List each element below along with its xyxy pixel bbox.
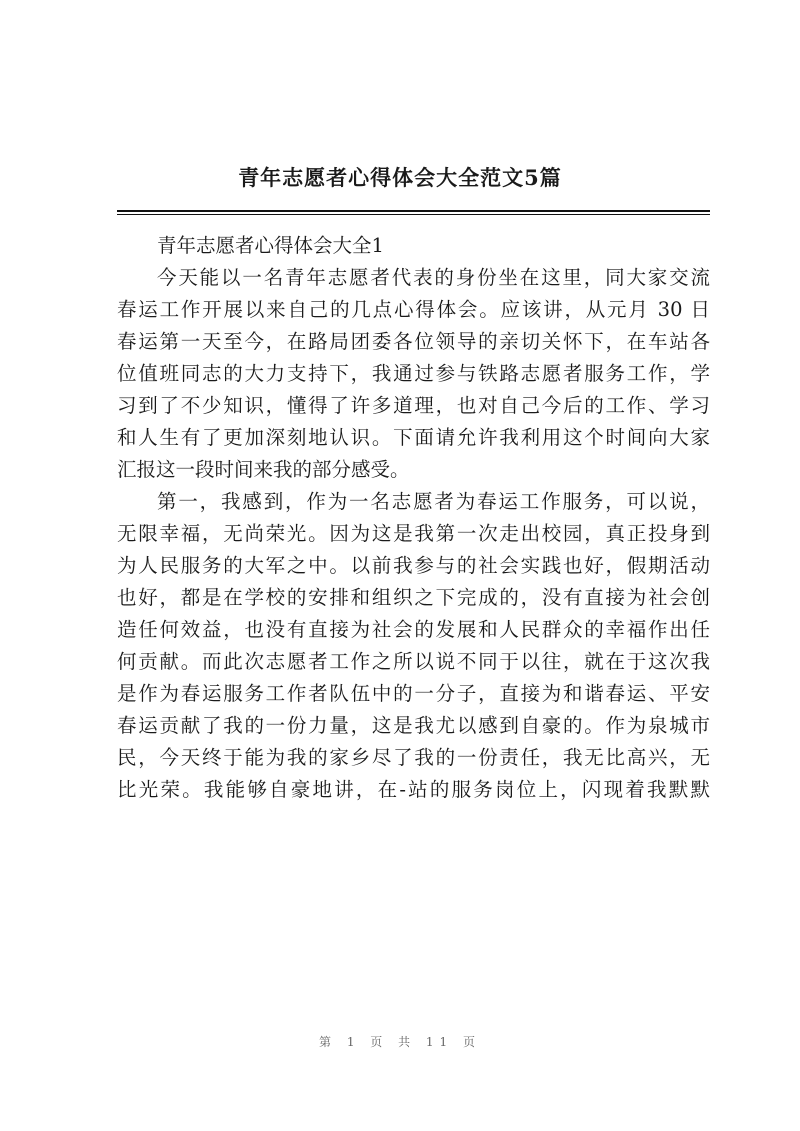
paragraph-line: 位值班同志的大力支持下，我通过参与铁路志愿者服务工作，学	[117, 362, 710, 385]
paragraph-1	[117, 262, 710, 486]
document-body	[117, 230, 710, 806]
paragraph-line: 也好，都是在学校的安排和组织之下完成的，没有直接为社会创	[117, 586, 710, 609]
paragraph-line: 春运贡献了我的一份力量，这是我尤以感到自豪的。作为泉城市	[117, 714, 710, 737]
paragraph-2	[117, 486, 710, 806]
paragraph-line: 何贡献。而此次志愿者工作之所以说不同于以往，就在于这次我	[117, 650, 710, 673]
paragraph-line: 春运工作开展以来自己的几点心得体会。应该讲，从元月 30 日	[117, 298, 710, 321]
paragraph-line: 为人民服务的大军之中。以前我参与的社会实践也好，假期活动	[117, 554, 710, 577]
title-divider-thin	[117, 214, 710, 215]
title-divider-thick	[117, 210, 710, 212]
paragraph-line: 和人生有了更加深刻地认识。下面请允许我利用这个时间向大家	[117, 426, 710, 449]
paragraph-line: 汇报这一段时间来我的部分感受。	[117, 458, 410, 481]
document-title: 青年志愿者心得体会大全范文5篇	[238, 165, 562, 190]
paragraph-line: 习到了不少知识，懂得了许多道理，也对自己今后的工作、学习	[117, 394, 710, 417]
section-heading: 青年志愿者心得体会大全1	[157, 234, 384, 257]
paragraph-line: 今天能以一名青年志愿者代表的身份坐在这里，同大家交流	[157, 266, 710, 289]
paragraph-line: 是作为春运服务工作者队伍中的一分子，直接为和谐春运、平安	[117, 682, 710, 705]
paragraph-line: 春运第一天至今，在路局团委各位领导的亲切关怀下，在车站各	[117, 330, 710, 353]
paragraph-line: 第一，我感到，作为一名志愿者为春运工作服务，可以说，	[157, 490, 710, 513]
paragraph-line: 比光荣。我能够自豪地讲，在-站的服务岗位上，闪现着我默默	[117, 778, 710, 801]
paragraph-line: 民，今天终于能为我的家乡尽了我的一份责任，我无比高兴，无	[117, 746, 710, 769]
paragraph-line: 造任何效益，也没有直接为社会的发展和人民群众的幸福作出任	[117, 618, 710, 641]
page-footer: 第 1 页 共 11 页	[319, 1035, 481, 1049]
paragraph-line: 无限幸福，无尚荣光。因为这是我第一次走出校园，真正投身到	[117, 522, 710, 545]
